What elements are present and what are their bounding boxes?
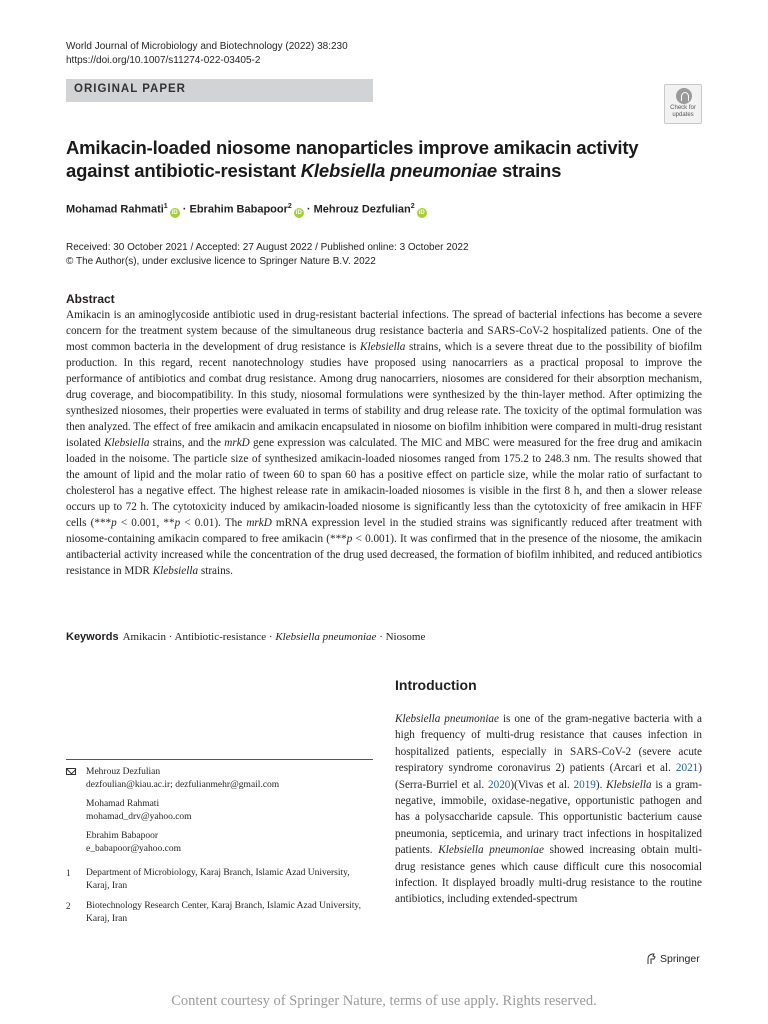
crossmark-icon[interactable] [664,84,702,124]
history-dates: Received: 30 October 2021 / Accepted: 27 August 2022 / Published online: 3 October 2022 [66,242,469,253]
title-organism: Klebsiella pneumoniae [300,160,498,181]
contact-name: Mehrouz Dezfulian [86,767,161,777]
contact-name: Mohamad Rahmati [86,799,160,809]
author-list [66,203,427,218]
publication-dates [66,241,469,269]
keywords-list: Amikacin · Antibiotic-resistance · [122,631,276,643]
citation-link[interactable]: 2021 [675,762,699,775]
paper-type-label: ORIGINAL PAPER [74,83,186,95]
author-contact [66,798,373,823]
author-affiliation-mark: 2 [287,203,292,210]
contact-email[interactable]: mohamad_drv@yahoo.com [86,811,192,822]
keywords-label: Keywords [66,631,119,643]
orcid-icon[interactable]: iD [171,209,178,216]
title-line-2-pre: against antibiotic-resistant [66,160,301,181]
affiliation [66,900,373,925]
crossmark-text: Check for updates [670,105,696,118]
publisher-name: Springer [660,953,700,965]
doi-link[interactable]: https://doi.org/10.1007/s11274-022-03405-2 [66,55,261,66]
paper-type-banner [66,79,373,102]
title-line-2-post: strains [497,160,562,181]
affiliation-text: Department of Microbiology, Karaj Branch, Islamic Azad University, Karaj, Iran [86,868,350,891]
contact-email[interactable]: dezfoulian@kiau.ac.ir; dezfulianmehr@gmail.com [86,779,280,790]
author-contact [66,830,373,855]
footnotes [66,766,373,932]
author-separator: · [179,203,190,216]
footnote-divider [66,759,373,760]
paper-title [66,136,666,182]
contact-email[interactable]: e_babapoor@yahoo.com [86,843,182,854]
courtesy-notice: Content courtesy of Springer Nature, terms of use apply. Rights reserved. [171,993,597,1009]
orcid-icon[interactable]: iD [418,209,425,216]
affiliation-number: 1 [66,868,71,878]
citation-link[interactable]: 2020 [488,778,511,791]
keyword-organism: Klebsiella pneumoniae [275,631,377,643]
author-separator: · [303,203,314,216]
springer-horse-icon [646,953,657,965]
affiliation [66,867,373,892]
citation-link[interactable]: 2019 [573,778,596,791]
keywords-list-end: · Niosome [376,631,426,643]
abstract-body: Amikacin is an aminoglycoside antibiotic used in drug-resistant bacterial infections. The spread of bacterial infections has become a severe concern for the treatment system because of the simultaneous drug resistance bacteria and SARS-CoV-2 hospitalized patients. One of the most common bacteria in the development of drug resistance is Klebsiella strains, which is a severe threat due to the possibility of biofilm production. In this regard, recent nanotechnology studies have proposed using nanocarriers as a practical proposal to improve the performance of antibiotics and combat drug resistance. Among drug nanocarriers, niosomes are considered for their absorption mechanism, drug coverage, and biocompatibility. In this study, niosomal formulations were synthesized by the thin-layer method. After optimizing the synthesized niosomes, their properties were evaluated in terms of stability and drug release rate. The toxicity of the optimal formulation was then analyzed. The effect of free amikacin and amikacin encapsulated in niosome on biofilm inhibition were compared in multi-drug resistant isolated Klebsiella strains, and the mrkD gene expression was calculated. The MIC and MBC were measured for the free drug and amikacin loaded in the noisome. The particle size of synthesized amikacin-loaded niosomes ranged from 175.2 to 248.3 nm. The results showed that the amount of lipid and the molar ratio of tween 60 to span 60 has a positive effect on particle size, while the molar ratio of surfactant to cholesterol has a negative effect. The highest release rate in amikacin-loaded niosomes is visible in the first 8 h, and then a slower release occurs up to 72 h. The cytotoxicity induced by amikacin-loaded niosome is significantly less than the cytotoxicity of free amikacin in HFF cells (***p < 0.001, **p < 0.01). The mrkD mRNA expression level in the studied strains was significantly reduced after treatment with niosome-containing amikacin compared to free amikacin (***p < 0.001). It was confirmed that in the presence of the niosome, the amikacin antibacterial activity increased while the concentration of the drug used decreased, the formation of biofilm inhibited, and reduced antibiotics resistance in MDR Klebsiella strains. [66,309,703,577]
author-affiliation-mark: 2 [410,203,415,210]
crossmark-logo [676,88,692,104]
author-name[interactable]: Mohamad Rahmati [66,203,164,216]
introduction-heading: Introduction [395,677,477,693]
keywords [66,631,425,643]
abstract-heading: Abstract [66,292,115,306]
affiliation-number: 2 [66,901,71,911]
author-affiliation-mark: 1 [163,203,168,210]
contact-name: Ebrahim Babapoor [86,831,159,841]
title-line-1: Amikacin-loaded niosome nanoparticles improve amikacin activity [66,137,639,158]
corresponding-author [66,766,373,791]
publisher-logo [646,953,700,965]
affiliation-text: Biotechnology Research Center, Karaj Branch, Islamic Azad University, Karaj, Iran [86,901,361,924]
envelope-icon [66,768,76,775]
author-name[interactable]: Ebrahim Babapoor [189,203,288,216]
orcid-icon[interactable]: iD [295,209,302,216]
introduction-body: Klebsiella pneumoniae is one of the gram-negative bacteria with a high frequency of multi-drug resistance that causes infection in hospitalized patients, especially in SARS-CoV-2 (severe acute respiratory syndrome coronavirus 2) patients (Arcari et al. 2021)(Serra-Burriel et al. 2020)(Vivas et al. 2019). Klebsiella is a gram-negative, immobile, oxidase-negative, opportunistic pathogen and has a polysaccharide capsule. This opportunistic bacterium cause pneumonia, septicemia, and urinary tract infections in hospitalized patients. Klebsiella pneumoniae showed increasing obtain multi-drug resistance genes which cause difficult cure this nosocomial infection. It displayed broadly multi-drug resistance to the routine antibiotics, including extended-spectrum [395,713,702,906]
copyright-line: © The Author(s), under exclusive licence to Springer Nature B.V. 2022 [66,256,376,267]
author-name[interactable]: Mehrouz Dezfulian [313,203,411,216]
journal-citation: World Journal of Microbiology and Biotechnology (2022) 38:230 [66,41,348,52]
